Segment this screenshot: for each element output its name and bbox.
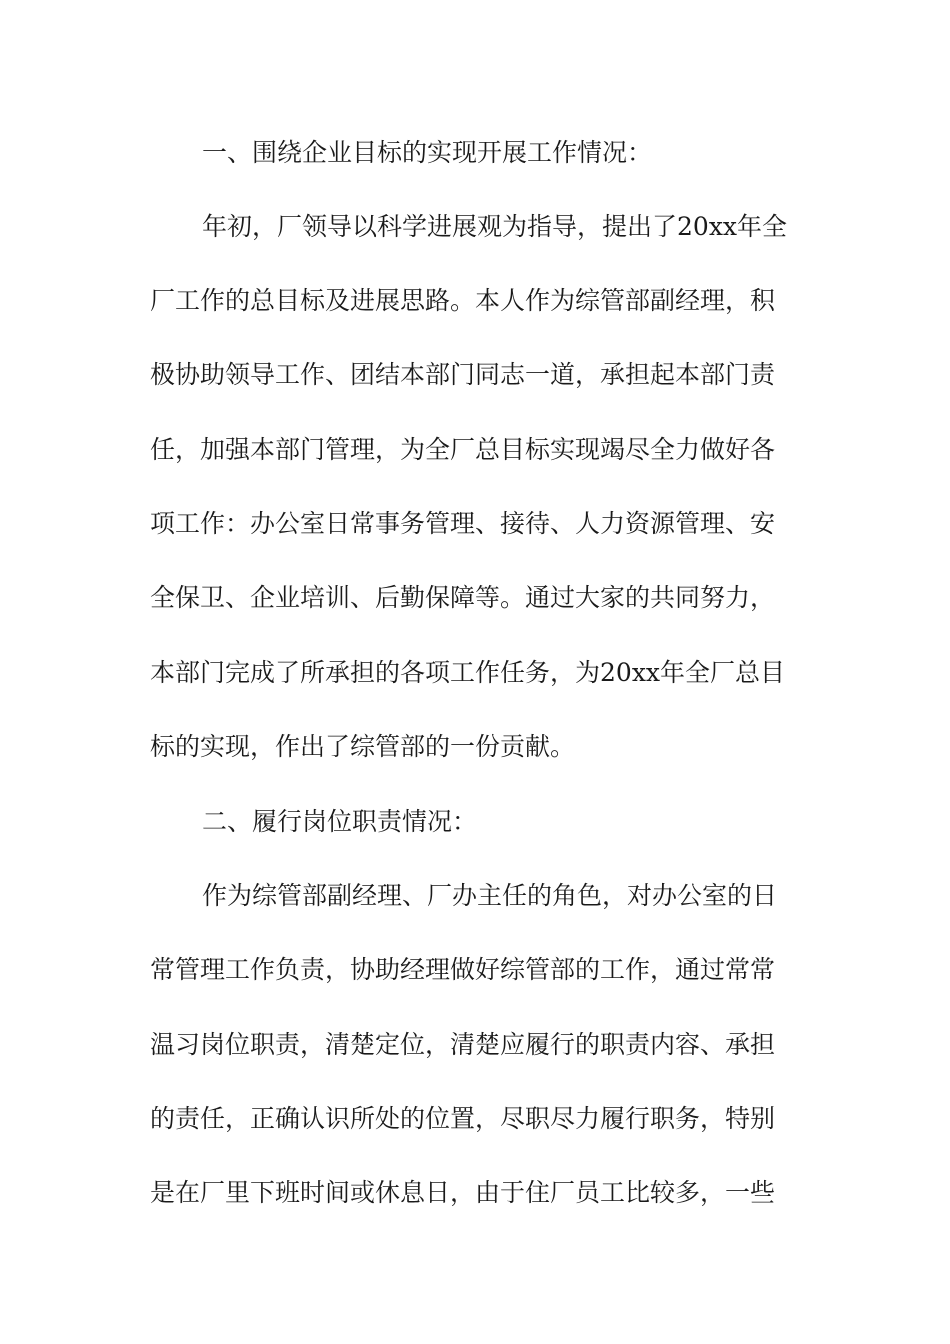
section-heading-1: 一、围绕企业目标的实现开展工作情况： bbox=[202, 138, 653, 167]
paragraph-line: 温习岗位职责，清楚定位，清楚应履行的职责内容、承担 bbox=[150, 1030, 776, 1059]
paragraph-line: 全保卫、企业培训、后勤保障等。通过大家的共同努力， bbox=[150, 583, 776, 612]
paragraph-line: 的责任，正确认识所处的位置，尽职尽力履行职务，特别 bbox=[150, 1104, 776, 1133]
paragraph-line: 标的实现，作出了综管部的一份贡献。 bbox=[150, 732, 576, 761]
paragraph-line: 极协助领导工作、团结本部门同志一道，承担起本部门责 bbox=[150, 360, 776, 389]
paragraph-line: 本部门完成了所承担的各项工作任务，为20xx年全厂总目 bbox=[150, 658, 786, 687]
paragraph-line: 厂工作的总目标及进展思路。本人作为综管部副经理，积 bbox=[150, 286, 776, 315]
paragraph-line: 是在厂里下班时间或休息日，由于住厂员工比较多，一些 bbox=[150, 1178, 776, 1207]
paragraph-line: 任，加强本部门管理，为全厂总目标实现竭尽全力做好各 bbox=[150, 435, 776, 464]
section-heading-2: 二、履行岗位职责情况： bbox=[202, 807, 478, 836]
paragraph-line: 常管理工作负责，协助经理做好综管部的工作，通过常常 bbox=[150, 955, 776, 984]
paragraph-line: 年初，厂领导以科学进展观为指导，提出了20xx年全 bbox=[202, 212, 788, 241]
paragraph-line: 项工作：办公室日常事务管理、接待、人力资源管理、安 bbox=[150, 509, 776, 538]
paragraph-line: 作为综管部副经理、厂办主任的角色，对办公室的日 bbox=[202, 881, 778, 910]
